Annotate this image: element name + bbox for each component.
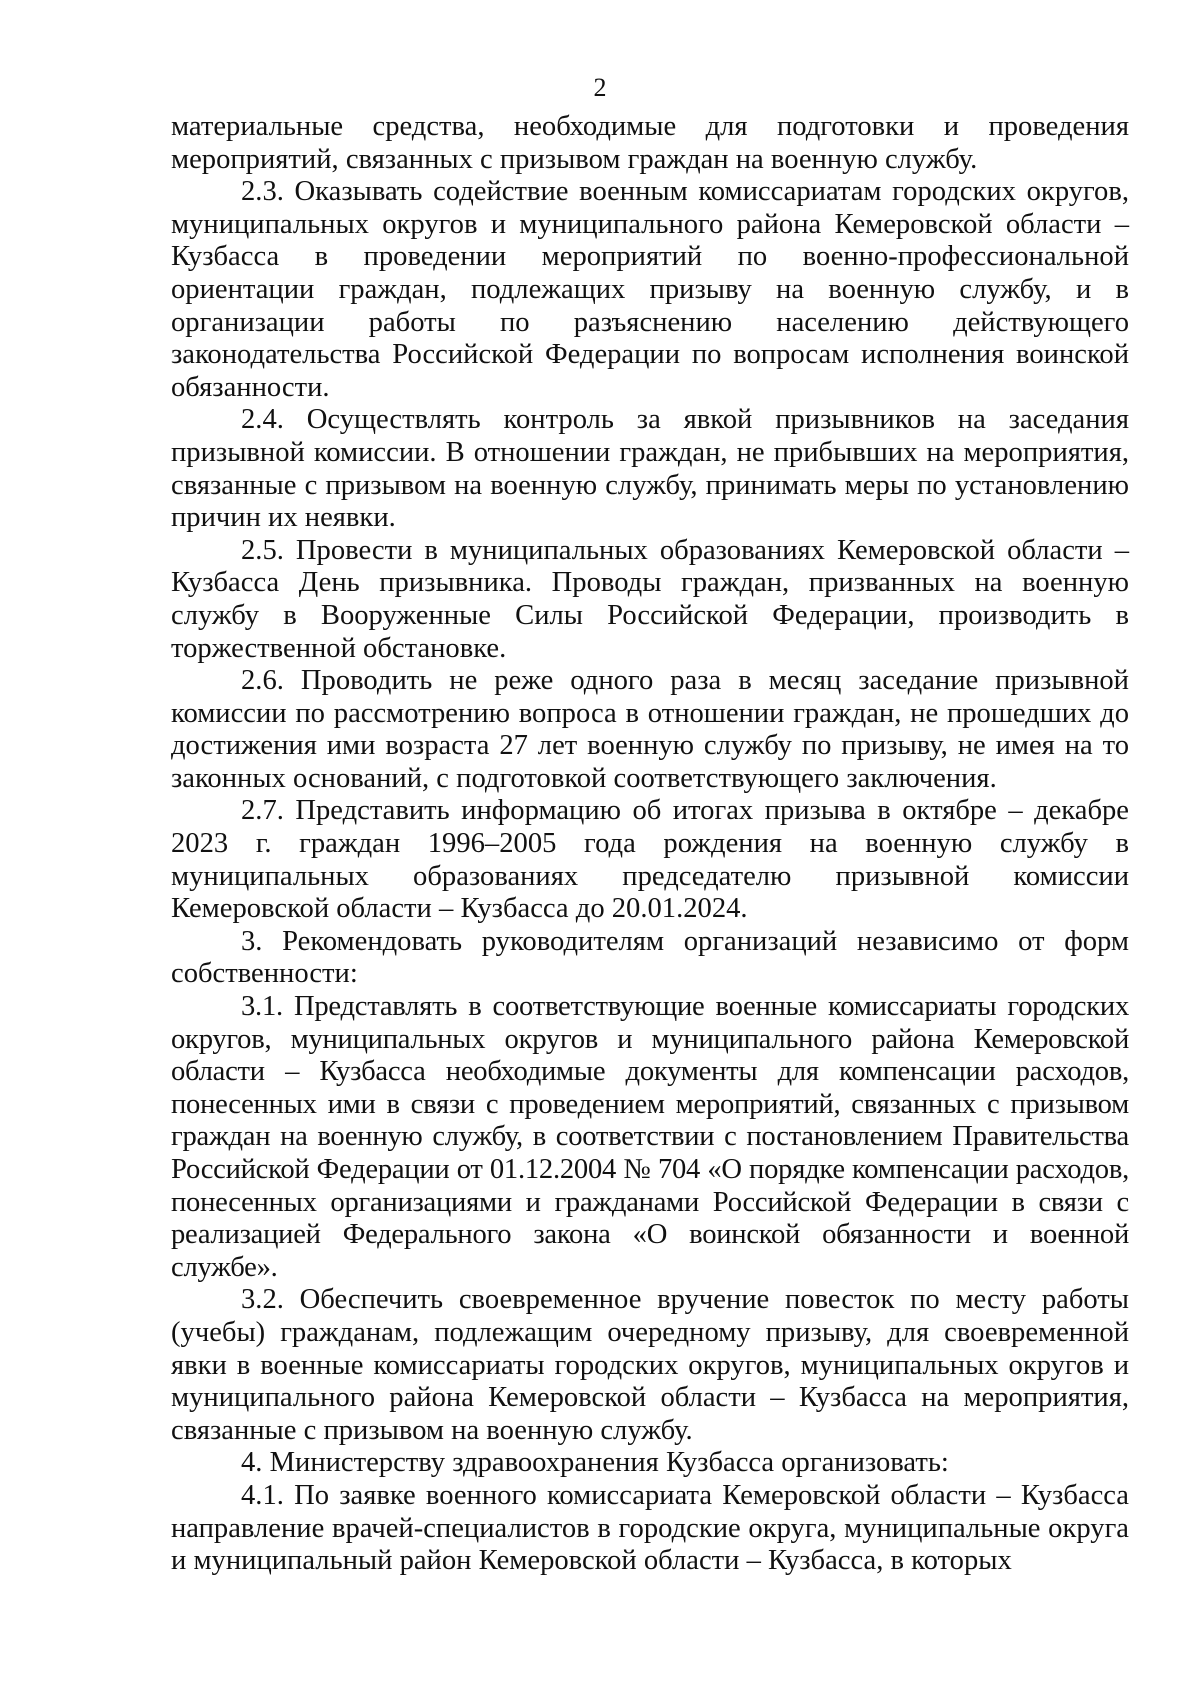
page-number: 2 bbox=[593, 73, 607, 102]
document-body bbox=[171, 111, 1129, 1578]
paragraph-2-5: 2.5. Провести в муниципальных образованиях Кемеровской области – Кузбасса День призывника. Проводы граждан, призванных на военную службу в Вооруженные Силы Российской Федерации, производить в торжественной обстановке. bbox=[171, 534, 1129, 664]
paragraph-3: 3. Рекомендовать руководителям организаций независимо от форм собственности: bbox=[171, 925, 1129, 990]
paragraph-4: 4. Министерству здравоохранения Кузбасса организовать: bbox=[241, 1447, 949, 1479]
paragraph-2-3: 2.3. Оказывать содействие военным комиссариатам городских округов, муниципальных округов и муниципального района Кемеровской области – Кузбасса в проведении мероприятий по военно-профессиональной ориентации граждан, подлежащих призыву на военную службу, и в организации работы по разъяснению населению действующего законодательства Российской Федерации по вопросам исполнения воинской обязанности. bbox=[171, 176, 1129, 403]
paragraph-2-7: 2.7. Представить информацию об итогах призыва в октябре – декабре 2023 г. граждан 1996–2005 года рождения на военную службу в муниципальных образованиях председателю призывной комиссии Кемеровской области – Кузбасса до 20.01.2024. bbox=[171, 795, 1129, 925]
paragraph-4-1: 4.1. По заявке военного комиссариата Кемеровской области – Кузбасса направление врачей-специалистов в городские округа, муниципальные округа и муниципальный район Кемеровской области – Кузбасса, в которых bbox=[171, 1479, 1129, 1577]
paragraph-3-1: 3.1. Представлять в соответствующие военные комиссариаты городских округов, муниципальных округов и муниципального района Кемеровской области – Кузбасса необходимые документы для компенсации расходов, понесенных ими в связи с проведением мероприятий, связанных с призывом граждан на военную службу, в соответствии с постановлением Правительства Российской Федерации от 01.12.2004 № 704 «О порядке компенсации расходов, понесенных организациями и гражданами Российской Федерации в связи с реализацией Федерального закона «О воинской обязанности и военной службе». bbox=[171, 991, 1129, 1283]
paragraph-3-2: 3.2. Обеспечить своевременное вручение повесток по месту работы (учебы) гражданам, подлежащим очередному призыву, для своевременной явки в военные комиссариаты городских округов, муниципальных округов и муниципального района Кемеровской области – Кузбасса на мероприятия, связанные с призывом на военную службу. bbox=[171, 1284, 1129, 1446]
paragraph-2-6: 2.6. Проводить не реже одного раза в месяц заседание призывной комиссии по рассмотрению вопроса в отношении граждан, не прошедших до достижения ими возраста 27 лет военную службу по призыву, не имея на то законных оснований, с подготовкой соответствующего заключения. bbox=[171, 665, 1129, 794]
paragraph-2-4: 2.4. Осуществлять контроль за явкой призывников на заседания призывной комиссии. В отношении граждан, не прибывших на мероприятия, связанные с призывом на военную службу, принимать меры по установлению причин их неявки. bbox=[171, 404, 1129, 534]
paragraph-continuation: материальные средства, необходимые для подготовки и проведения мероприятий, связанных с призывом граждан на военную службу. bbox=[171, 111, 1129, 175]
